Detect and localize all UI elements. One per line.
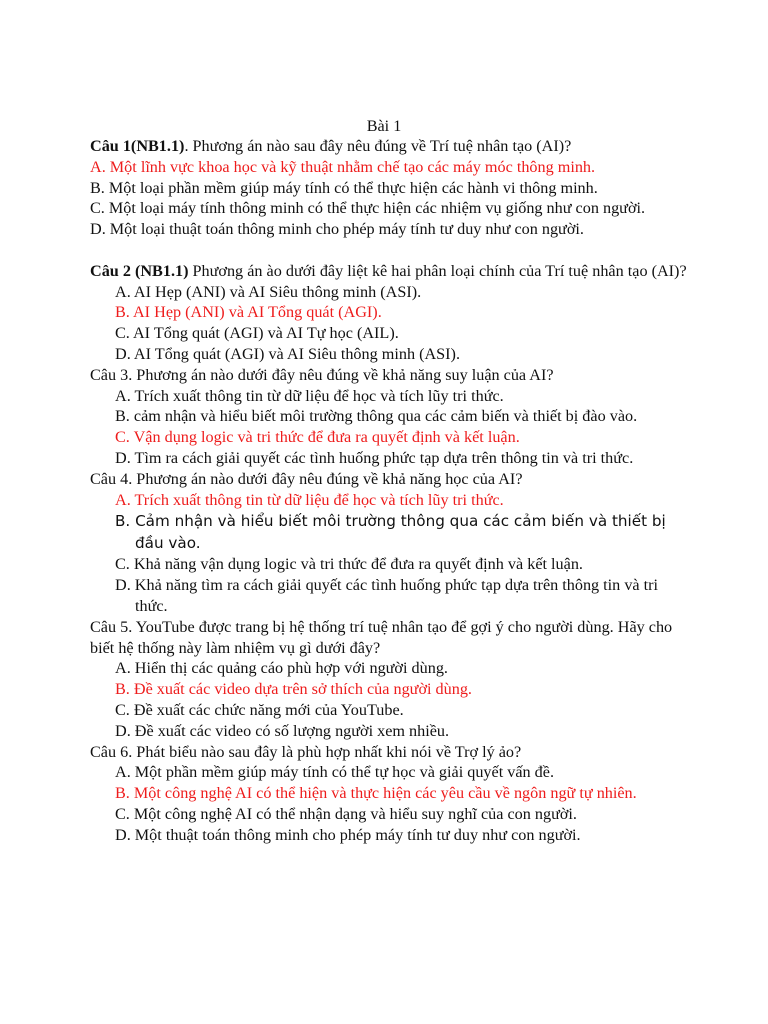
question-4-stem: Câu 4. Phương án nào dưới đây nêu đúng về khả năng học của AI? — [90, 469, 523, 488]
question-6-option-a: A. Một phần mềm giúp máy tính có thể tự học và giải quyết vấn đề. — [115, 763, 554, 782]
question-3-option-c: C. Vận dụng logic và tri thức để đưa ra quyết định và kết luận. — [115, 428, 520, 447]
question-6-option-c: C. Một công nghệ AI có thể nhận dạng và hiểu suy nghĩ của con người. — [115, 804, 577, 823]
question-2 — [90, 261, 690, 365]
document-title: Bài 1 — [366, 117, 402, 135]
question-6-option-d: D. Một thuật toán thông minh cho phép máy tính tư duy như con người. — [115, 825, 581, 844]
question-5-stem: Câu 5. YouTube được trang bị hệ thống trí tuệ nhân tạo để gợi ý cho người dùng. Hãy cho biết hệ thống này làm nhiệm vụ gì dưới đây? — [90, 617, 673, 657]
question-2-stem — [90, 261, 690, 282]
question-1-option-b: B. Một loại phần mềm giúp máy tính có thể thực hiện các hành vi thông minh. — [90, 178, 598, 197]
question-3-option-a: A. Trích xuất thông tin từ dữ liệu để học và tích lũy tri thức. — [115, 386, 504, 405]
question-2-option-a: A. AI Hẹp (ANI) và AI Siêu thông minh (ASI). — [115, 282, 422, 301]
question-5 — [90, 617, 690, 742]
question-5-option-a: A. Hiển thị các quảng cáo phù hợp với người dùng. — [115, 659, 448, 678]
question-1-option-d: D. Một loại thuật toán thông minh cho phép máy tính tư duy như con người. — [90, 220, 584, 239]
question-4-option-d: D. Khả năng tìm ra cách giải quyết các tình huống phức tạp dựa trên thông tin và tri thức. — [115, 576, 659, 615]
question-5-option-b: B. Đề xuất các video dựa trên sở thích của người dùng. — [115, 680, 472, 699]
question-1-option-c: C. Một loại máy tính thông minh có thể thực hiện các nhiệm vụ giống như con người. — [90, 199, 646, 218]
question-4-option-c: C. Khả năng vận dụng logic và tri thức để đưa ra quyết định và kết luận. — [115, 555, 583, 574]
question-3-stem: Câu 3. Phương án nào dưới đây nêu đúng về khả năng suy luận của AI? — [90, 365, 554, 384]
question-4-option-a: A. Trích xuất thông tin từ dữ liệu để học và tích lũy tri thức. — [115, 490, 504, 509]
question-1-label: Câu 1(NB1.1) — [90, 137, 185, 155]
question-1-text: . Phương án nào sau đây nêu đúng về Trí tuệ nhân tạo (AI)? — [184, 137, 572, 155]
question-3-option-b: B. cảm nhận và hiểu biết môi trường thông qua các cảm biến và thiết bị đào vào. — [115, 407, 638, 426]
question-6-stem: Câu 6. Phát biểu nào sau đây là phù hợp nhất khi nói về Trợ lý ảo? — [90, 742, 522, 761]
question-4-option-b: B. Cảm nhận và hiểu biết môi trường thông qua các cảm biến và thiết bị đầu vào. — [115, 512, 666, 553]
question-2-text: Phương án ào dưới đây liệt kê hai phân loại chính của Trí tuệ nhân tạo (AI)? — [188, 261, 687, 280]
question-2-option-c: C. AI Tổng quát (AGI) và AI Tự học (AIL). — [115, 324, 399, 343]
question-3 — [90, 365, 690, 469]
document-content — [90, 136, 690, 846]
question-5-option-d: D. Đề xuất các video có số lượng người xem nhiều. — [115, 721, 450, 740]
question-6 — [90, 742, 690, 846]
question-1-option-a: A. Một lĩnh vực khoa học và kỹ thuật nhằm chế tạo các máy móc thông minh. — [90, 157, 596, 176]
question-3-option-d: D. Tìm ra cách giải quyết các tình huống phức tạp dựa trên thông tin và tri thức. — [115, 448, 634, 467]
question-6-option-b: B. Một công nghệ AI có thể hiện và thực hiện các yêu cầu về ngôn ngữ tự nhiên. — [115, 784, 637, 803]
question-2-option-d: D. AI Tổng quát (AGI) và AI Siêu thông minh (ASI). — [115, 344, 460, 363]
question-5-option-c: C. Đề xuất các chức năng mới của YouTube. — [115, 700, 404, 719]
question-2-label: Câu 2 (NB1.1) — [90, 261, 189, 280]
question-2-option-b: B. AI Hẹp (ANI) và AI Tổng quát (AGI). — [115, 303, 382, 322]
question-1-stem — [90, 136, 690, 157]
question-1 — [90, 136, 690, 240]
question-4 — [90, 469, 690, 617]
